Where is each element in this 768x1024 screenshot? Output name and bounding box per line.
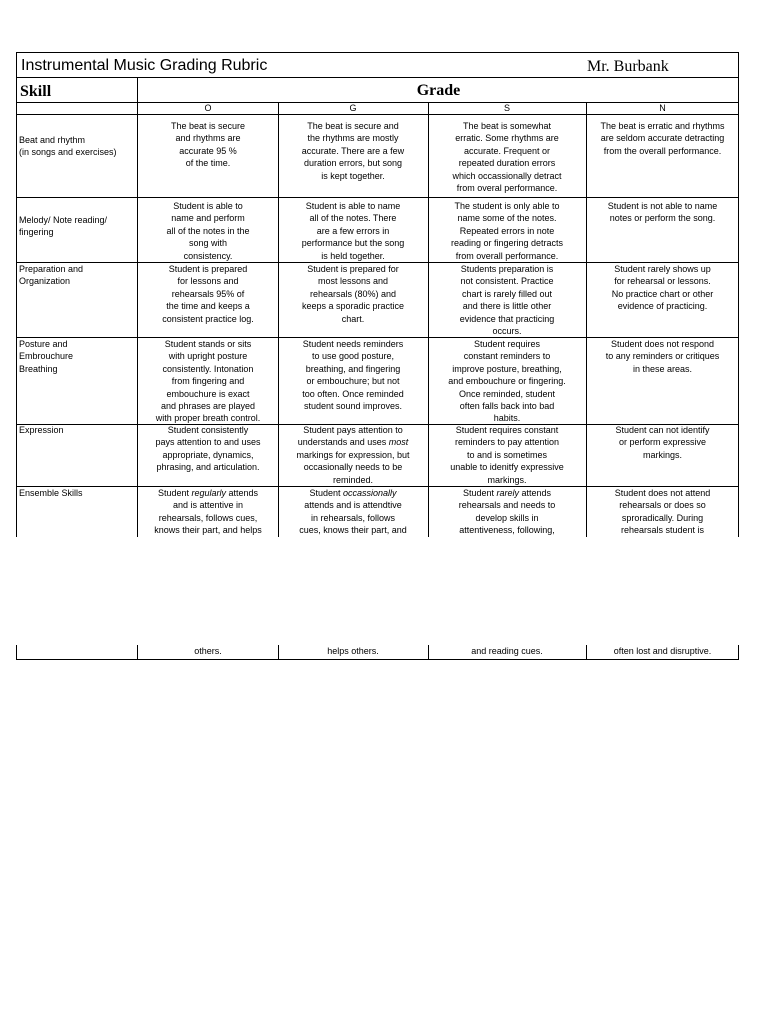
divider-header — [16, 77, 739, 78]
cell-prep-s: Students preparation is not consistent. Practice chart is rarely filled out and there is little other evidence that practicing occurs. — [459, 264, 555, 337]
skill-beat-rhythm: Beat and rhythm (in songs and exercises) — [19, 135, 117, 158]
col-divider-s — [586, 102, 587, 537]
tail-border-left — [16, 645, 17, 659]
cell-ensemble-n: Student does not attend rehearsals or does so sproradically. During rehearsals student is — [614, 488, 711, 536]
cell-prep-n: Student rarely shows up for rehearsal or lessons. No practice chart or other evidence of practicing. — [611, 264, 714, 312]
rubric-title: Instrumental Music Grading Rubric — [21, 57, 268, 74]
row-divider-1 — [16, 197, 739, 198]
cell-beat-g: The beat is secure and the rhythms are mostly accurate. There are a few duration errors, but song is kept together. — [301, 121, 405, 181]
tail-cell-s: and reading cues. — [471, 646, 543, 656]
cell-prep-o: Student is prepared for lessons and rehearsals 95% of the time and keeps a consistent practice log. — [162, 264, 254, 324]
teacher-name: Mr. Burbank — [587, 58, 669, 75]
cell-expr-o: Student consistently pays attention to and uses appropriate, dynamics, phrasing, and articulation. — [155, 425, 261, 473]
cell-prep-g: Student is prepared for most lessons and rehearsals (80%) and keeps a sporadic practice chart. — [301, 264, 405, 324]
cell-expr-g: Student pays attention to understands and uses most markings for expression, but occasionally needs to be reminded. — [296, 425, 410, 485]
cell-posture-o: Student stands or sits with upright posture consistently. Intonation from fingering and embouchure is exact and phrases are played with proper breath control. — [155, 339, 261, 424]
skill-preparation: Preparation and Organization — [19, 264, 84, 287]
skill-expression: Expression — [19, 425, 64, 435]
cell-beat-s: The beat is somewhat erratic. Some rhythms are accurate. Frequent or repeated duration errors which occassionally detract from overal performance. — [452, 121, 562, 194]
level-s: S — [503, 103, 510, 113]
cell-melody-o: Student is able to name and perform all of the notes in the song with consistency. — [166, 201, 250, 261]
cell-ensemble-g: Student occassionally attends and is attendtive in rehearsals, follows cues, knows their part, and — [299, 488, 407, 536]
divider-body — [16, 114, 739, 115]
cell-beat-o: The beat is secure and rhythms are accurate 95 % of the time. — [170, 121, 246, 169]
border-left — [16, 52, 17, 537]
cell-expr-s: Student requires constant reminders to pay attention to and is sometimes unable to idenitfy expressive markings. — [450, 425, 564, 485]
skill-posture: Posture and Embrouchure Breathing — [19, 339, 74, 374]
level-n: N — [659, 103, 666, 113]
skill-header: Skill — [20, 83, 52, 100]
grade-header: Grade — [416, 82, 461, 99]
cell-posture-g: Student needs reminders to use good posture, breathing, and fingering or embouchure; but not too often. Once reminded student sound improves. — [302, 339, 404, 412]
border-top — [16, 52, 739, 53]
skill-ensemble: Ensemble Skills — [19, 488, 83, 498]
tail-bottom-border — [16, 659, 739, 660]
cell-ensemble-o: Student regularly attends and is attentive in rehearsals, follows cues, knows their part, and helps — [154, 488, 262, 536]
cell-melody-n: Student is not able to name notes or perform the song. — [607, 201, 718, 224]
cell-ensemble-s: Student rarely attends rehearsals and needs to develop skills in attentiveness, following, — [458, 488, 556, 536]
cell-posture-n: Student does not respond to any reminders or critiques in these areas. — [605, 339, 720, 374]
cell-melody-s: The student is only able to name some of the notes. Repeated errors in note reading or fingering detracts from overall performance. — [450, 201, 564, 261]
level-o: O — [204, 103, 212, 113]
cell-melody-g: Student is able to name all of the notes. There are a few errors in performance but the song is held together. — [301, 201, 405, 261]
cell-beat-n: The beat is erratic and rhythms are seldom accurate detracting from the overall performance. — [600, 121, 725, 156]
tail-cell-n: often lost and disruptive. — [613, 646, 712, 656]
tail-cell-g: helps others. — [327, 646, 379, 656]
tail-cell-o: others. — [194, 646, 222, 656]
cell-expr-n: Student can not identify or perform expressive markings. — [615, 425, 710, 460]
cell-posture-s: Student requires constant reminders to improve posture, breathing, and embouchure or fingering. Once reminded, student often falls back into bad habits. — [448, 339, 566, 424]
level-g: G — [349, 103, 357, 113]
skill-melody: Melody/ Note reading/ fingering — [19, 215, 108, 238]
